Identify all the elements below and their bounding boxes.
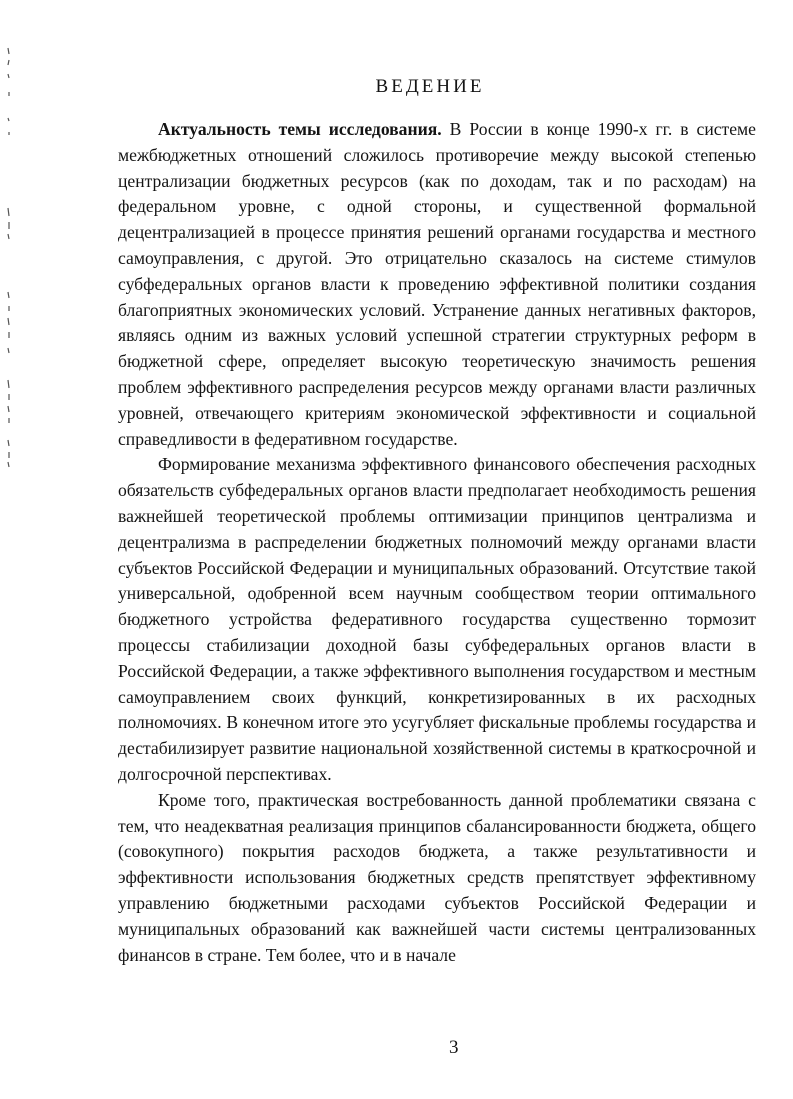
paragraph-mechanism: Формирование механизма эффективного финансового обеспечения расходных обязательств субфедеральных органов власти предполагает необходимость решения важнейшей теоретической проблемы оптимизации принципов централизма и децентрализма в распределении бюджетных полномочий между органами власти субъектов Российской Федерации и муниципальных образований. Отсутствие такой универсальной, одобренной всем научным сообществом теории оптимального бюджетного устройства федеративного государства существенно тормозит процессы стабилизации доходной базы субфедеральных органов власти в Российской Федерации, а также эффективного выполнения государством и местным самоуправлением своих функций, конкретизированных в их расходных полномочиях. В конечном итоге это усугубляет фискальные проблемы государства и дестабилизирует развитие национальной хозяйственной системы в краткосрочной и долгосрочной перспективах.	[118, 454, 756, 784]
paragraph-text: В России в конце 1990-х гг. в системе межбюджетных отношений сложилось противоречие между высокой степенью централизации бюджетных ресурсов (как по доходам, так и по расходам) на федеральном уровне, с одной стороны, и существенной формальной децентрализацией в процессе принятия решений органами государства и местного самоуправления, с другой. Это отрицательно сказалось на системе стимулов субфедеральных органов власти к проведению эффективной политики создания благоприятных экономических условий. Устранение данных негативных факторов, являясь одним из важных условий успешной стратегии структурных реформ в бюджетной сфере, определяет высокую теоретическую значимость решения проблем эффективного распределения ресурсов между органами власти различных уровней, отвечающего критериям экономической эффективности и социальной справедливости в федеративном государстве.	[118, 119, 756, 449]
paragraph-practical: Кроме того, практическая востребованность данной проблематики связана с тем, что неадекватная реализация принципов сбалансированности бюджета, общего (совокупного) покрытия расходов бюджета, а также результативности и эффективности использования бюджетных средств препятствует эффективному управлению бюджетными расходами субъектов Российской Федерации и муниципальных образований как важнейшей части системы централизованных финансов в стране. Тем более, что и в начале	[118, 789, 756, 965]
paragraph-lead: Актуальность темы исследования.	[158, 119, 442, 139]
body-text	[118, 117, 756, 968]
margin-scan-marks	[0, 0, 30, 500]
page-number: 3	[449, 1037, 459, 1058]
section-title: ВЕДЕНИЕ	[375, 76, 485, 97]
paragraph-relevance	[118, 117, 756, 452]
